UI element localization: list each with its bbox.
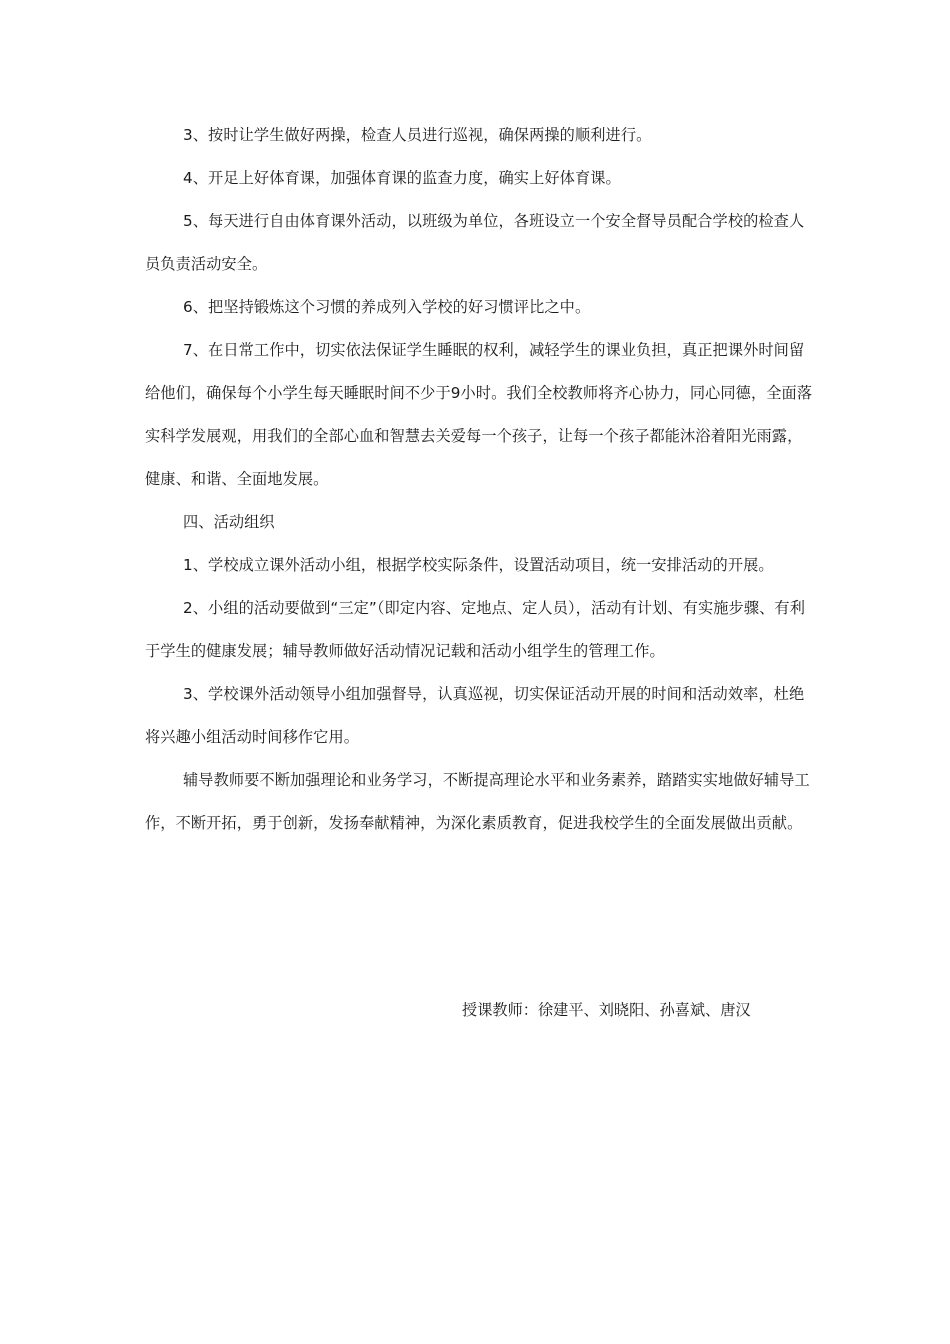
section-heading: 四、活动组织 bbox=[183, 513, 275, 531]
paragraph-item-4: 4、开足上好体育课，加强体育课的监查力度，确实上好体育课。 bbox=[183, 169, 621, 187]
document-body bbox=[145, 114, 815, 845]
paragraph-org-1: 1、学校成立课外活动小组，根据学校实际条件，设置活动项目，统一安排活动的开展。 bbox=[183, 556, 774, 574]
signature-names: 徐建平、刘晓阳、孙喜斌、唐汉 bbox=[537, 1001, 751, 1019]
paragraph-org-2: 2、小组的活动要做到“三定”（即定内容、定地点、定人员），活动有计划、有实施步骤、有利于学生的健康发展；辅导教师做好活动情况记载和活动小组学生的管理工作。 bbox=[145, 599, 805, 660]
paragraph-item-6: 6、把坚持锻炼这个习惯的养成列入学校的好习惯评比之中。 bbox=[183, 298, 591, 316]
paragraph-item-7: 7、在日常工作中，切实依法保证学生睡眠的权利，减轻学生的课业负担，真正把课外时间留给他们，确保每个小学生每天睡眠时间不少于9小时。我们全校教师将齐心协力，同心同德，全面落实科学发展观，用我们的全部心血和智慧去关爱每一个孩子，让每一个孩子都能沐浴着阳光雨露，健康、和谐、全面地发展。 bbox=[145, 341, 813, 488]
paragraph-item-3: 3、按时让学生做好两操，检查人员进行巡视，确保两操的顺利进行。 bbox=[183, 126, 652, 144]
paragraph-item-5: 5、每天进行自由体育课外活动，以班级为单位，各班设立一个安全督导员配合学校的检查人员负责活动安全。 bbox=[145, 212, 805, 273]
signature-line bbox=[462, 992, 751, 1028]
paragraph-closing: 辅导教师要不断加强理论和业务学习，不断提高理论水平和业务素养，踏踏实实地做好辅导工作，不断开拓，勇于创新，发扬奉献精神，为深化素质教育，促进我校学生的全面发展做出贡献。 bbox=[145, 771, 810, 832]
signature-label: 授课教师： bbox=[462, 1001, 538, 1019]
paragraph-org-3: 3、学校课外活动领导小组加强督导，认真巡视，切实保证活动开展的时间和活动效率，杜绝将兴趣小组活动时间移作它用。 bbox=[145, 685, 805, 746]
